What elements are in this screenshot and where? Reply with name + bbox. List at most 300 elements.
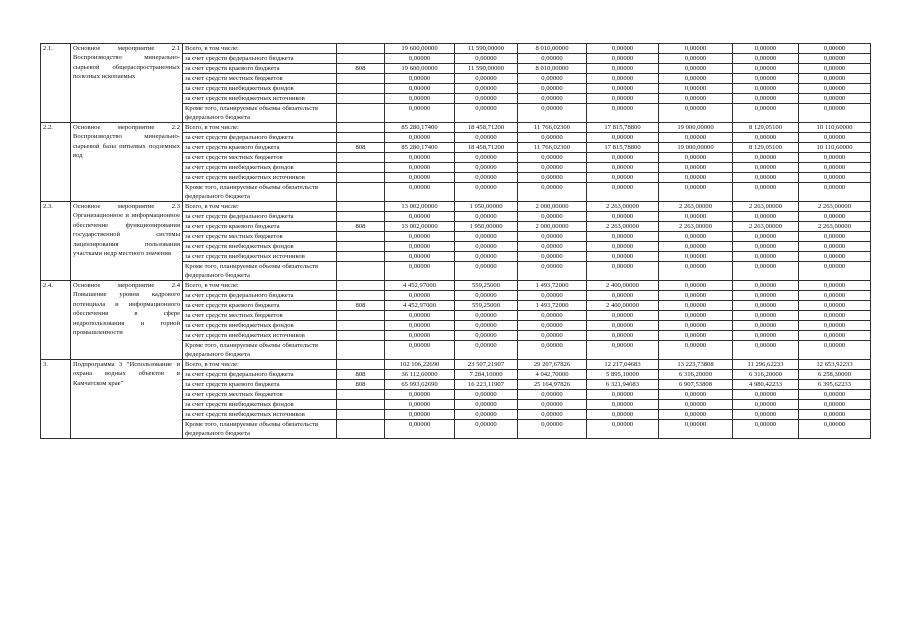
amount-cell: 0,00000 xyxy=(799,212,871,222)
amount-cell: 0,00000 xyxy=(385,331,455,341)
amount-cell: 0,00000 xyxy=(733,153,799,163)
table-row xyxy=(41,123,871,133)
amount-cell: 0,00000 xyxy=(455,242,518,252)
amount-cell: 0,00000 xyxy=(799,133,871,143)
amount-cell: 1 493,72000 xyxy=(518,281,587,291)
budget-code xyxy=(337,291,385,301)
amount-cell: 0,00000 xyxy=(385,311,455,321)
amount-cell: 0,00000 xyxy=(587,410,659,420)
budget-code xyxy=(337,321,385,331)
amount-cell: 65 993,62690 xyxy=(385,380,455,390)
amount-cell: 19 600,00000 xyxy=(385,44,455,54)
amount-cell: 0,00000 xyxy=(455,94,518,104)
activity-title: Основное мероприятие 2.1 Воспроизводство минерально-сырьевой общераспространенных полезных ископаемых xyxy=(71,44,183,123)
budget-code xyxy=(337,400,385,410)
amount-cell: 0,00000 xyxy=(518,94,587,104)
amount-cell: 0,00000 xyxy=(518,311,587,321)
amount-cell: 0,00000 xyxy=(799,173,871,183)
amount-cell: 0,00000 xyxy=(518,183,587,202)
amount-cell: 0,00000 xyxy=(587,252,659,262)
amount-cell: 0,00000 xyxy=(799,54,871,64)
amount-cell: 0,00000 xyxy=(733,400,799,410)
amount-cell: 6 316,20000 xyxy=(733,370,799,380)
budget-code xyxy=(337,84,385,94)
amount-cell: 23 507,21907 xyxy=(455,360,518,370)
activity-title: Основное мероприятие 2.3 Организационное и информационное обеспечение функционирования государственной системы лицензирования пользования участками недр местного значения xyxy=(71,202,183,281)
amount-cell: 2 263,00000 xyxy=(659,222,733,232)
amount-cell: 2 263,00000 xyxy=(733,202,799,212)
amount-cell: 0,00000 xyxy=(799,74,871,84)
budget-code xyxy=(337,173,385,183)
amount-cell: 0,00000 xyxy=(455,400,518,410)
amount-cell: 0,00000 xyxy=(518,400,587,410)
amount-cell: 0,00000 xyxy=(518,232,587,242)
amount-cell: 0,00000 xyxy=(587,232,659,242)
funding-source: за счет средств федерального бюджета xyxy=(183,370,337,380)
amount-cell: 2 400,00000 xyxy=(587,301,659,311)
amount-cell: 0,00000 xyxy=(587,64,659,74)
amount-cell: 5 895,10000 xyxy=(587,370,659,380)
funding-source: за счет средств внебюджетных источников xyxy=(183,252,337,262)
amount-cell: 0,00000 xyxy=(659,64,733,74)
budget-code xyxy=(337,123,385,133)
funding-source: за счет средств местных бюджетов xyxy=(183,311,337,321)
amount-cell: 0,00000 xyxy=(587,104,659,123)
amount-cell: 2 000,00000 xyxy=(518,222,587,232)
amount-cell: 1 950,00000 xyxy=(455,202,518,212)
amount-cell: 0,00000 xyxy=(733,133,799,143)
amount-cell: 0,00000 xyxy=(518,331,587,341)
section-number: 2.4. xyxy=(41,281,71,360)
funding-source: за счет средств федерального бюджета xyxy=(183,54,337,64)
amount-cell: 0,00000 xyxy=(518,242,587,252)
amount-cell: 0,00000 xyxy=(385,410,455,420)
budget-code xyxy=(337,202,385,212)
amount-cell: 29 207,67826 xyxy=(518,360,587,370)
amount-cell: 0,00000 xyxy=(587,44,659,54)
amount-cell: 0,00000 xyxy=(659,420,733,439)
budget-code xyxy=(337,104,385,123)
amount-cell: 0,00000 xyxy=(799,232,871,242)
amount-cell: 0,00000 xyxy=(659,163,733,173)
amount-cell: 0,00000 xyxy=(455,321,518,331)
amount-cell: 0,00000 xyxy=(659,74,733,84)
amount-cell: 0,00000 xyxy=(518,104,587,123)
amount-cell: 0,00000 xyxy=(733,281,799,291)
funding-source: Кроме того, планируемые объемы обязательств федерального бюджета xyxy=(183,420,337,439)
amount-cell: 10 110,60000 xyxy=(799,143,871,153)
amount-cell: 0,00000 xyxy=(733,74,799,84)
amount-cell: 11 296,62233 xyxy=(733,360,799,370)
amount-cell: 0,00000 xyxy=(385,94,455,104)
section-number: 2.2. xyxy=(41,123,71,202)
amount-cell: 0,00000 xyxy=(455,84,518,94)
budget-code xyxy=(337,94,385,104)
amount-cell: 8 129,05100 xyxy=(733,123,799,133)
amount-cell: 0,00000 xyxy=(587,291,659,301)
amount-cell: 19 000,00000 xyxy=(659,143,733,153)
amount-cell: 0,00000 xyxy=(659,390,733,400)
amount-cell: 0,00000 xyxy=(587,311,659,321)
amount-cell: 0,00000 xyxy=(518,84,587,94)
budget-code xyxy=(337,54,385,64)
amount-cell: 0,00000 xyxy=(799,183,871,202)
amount-cell: 0,00000 xyxy=(587,153,659,163)
funding-source: за счет средств местных бюджетов xyxy=(183,390,337,400)
amount-cell: 0,00000 xyxy=(799,291,871,301)
amount-cell: 0,00000 xyxy=(659,321,733,331)
amount-cell: 0,00000 xyxy=(587,420,659,439)
amount-cell: 11 590,00000 xyxy=(455,64,518,74)
amount-cell: 2 263,00000 xyxy=(587,222,659,232)
amount-cell: 0,00000 xyxy=(733,94,799,104)
amount-cell: 0,00000 xyxy=(587,163,659,173)
funding-source: за счет средств краевого бюджета xyxy=(183,301,337,311)
funding-source: за счет средств федерального бюджета xyxy=(183,212,337,222)
budget-code xyxy=(337,341,385,360)
amount-cell: 0,00000 xyxy=(733,321,799,331)
amount-cell: 0,00000 xyxy=(587,242,659,252)
budget-code xyxy=(337,44,385,54)
amount-cell: 0,00000 xyxy=(455,232,518,242)
amount-cell: 0,00000 xyxy=(733,64,799,74)
amount-cell: 4 042,70000 xyxy=(518,370,587,380)
budget-code xyxy=(337,183,385,202)
amount-cell: 0,00000 xyxy=(733,183,799,202)
amount-cell: 0,00000 xyxy=(799,64,871,74)
funding-source: Всего, в том числе: xyxy=(183,44,337,54)
amount-cell: 0,00000 xyxy=(659,54,733,64)
amount-cell: 0,00000 xyxy=(659,133,733,143)
amount-cell: 0,00000 xyxy=(659,291,733,301)
amount-cell: 4 452,97000 xyxy=(385,301,455,311)
funding-source: Кроме того, планируемые объемы обязательств федерального бюджета xyxy=(183,262,337,281)
amount-cell: 0,00000 xyxy=(385,341,455,360)
amount-cell: 2 263,00000 xyxy=(659,202,733,212)
amount-cell: 17 815,78800 xyxy=(587,123,659,133)
budget-table xyxy=(40,43,871,439)
funding-source: за счет средств внебюджетных источников xyxy=(183,94,337,104)
amount-cell: 0,00000 xyxy=(587,54,659,64)
amount-cell: 16 223,11907 xyxy=(455,380,518,390)
amount-cell: 0,00000 xyxy=(733,341,799,360)
amount-cell: 19 600,00000 xyxy=(385,64,455,74)
funding-source: Всего, в том числе: xyxy=(183,360,337,370)
amount-cell: 0,00000 xyxy=(385,104,455,123)
amount-cell: 0,00000 xyxy=(587,173,659,183)
amount-cell: 0,00000 xyxy=(385,173,455,183)
amount-cell: 0,00000 xyxy=(455,341,518,360)
amount-cell: 13 223,73808 xyxy=(659,360,733,370)
budget-code xyxy=(337,242,385,252)
amount-cell: 8 010,00000 xyxy=(518,64,587,74)
amount-cell: 8 010,00000 xyxy=(518,44,587,54)
funding-source: за счет средств внебюджетных источников xyxy=(183,331,337,341)
amount-cell: 0,00000 xyxy=(733,54,799,64)
amount-cell: 11 766,02300 xyxy=(518,143,587,153)
funding-source: за счет средств местных бюджетов xyxy=(183,153,337,163)
amount-cell: 0,00000 xyxy=(587,341,659,360)
amount-cell: 18 458,71200 xyxy=(455,143,518,153)
amount-cell: 0,00000 xyxy=(733,44,799,54)
budget-code xyxy=(337,153,385,163)
amount-cell: 19 000,00000 xyxy=(659,123,733,133)
amount-cell: 0,00000 xyxy=(385,242,455,252)
amount-cell: 0,00000 xyxy=(733,262,799,281)
amount-cell: 2 000,00000 xyxy=(518,202,587,212)
amount-cell: 0,00000 xyxy=(385,74,455,84)
amount-cell: 0,00000 xyxy=(659,242,733,252)
amount-cell: 0,00000 xyxy=(799,400,871,410)
amount-cell: 0,00000 xyxy=(518,341,587,360)
amount-cell: 0,00000 xyxy=(455,212,518,222)
amount-cell: 0,00000 xyxy=(799,331,871,341)
amount-cell: 11 590,00000 xyxy=(455,44,518,54)
budget-code: 808 xyxy=(337,380,385,390)
amount-cell: 0,00000 xyxy=(733,173,799,183)
budget-code xyxy=(337,262,385,281)
amount-cell: 0,00000 xyxy=(587,74,659,84)
funding-source: Кроме того, планируемые объемы обязательств федерального бюджета xyxy=(183,341,337,360)
amount-cell: 85 280,17400 xyxy=(385,123,455,133)
amount-cell: 18 458,71200 xyxy=(455,123,518,133)
amount-cell: 4 980,42233 xyxy=(733,380,799,390)
funding-source: Всего, в том числе: xyxy=(183,202,337,212)
amount-cell: 0,00000 xyxy=(659,281,733,291)
section-number: 2.1. xyxy=(41,44,71,123)
amount-cell: 0,00000 xyxy=(659,84,733,94)
amount-cell: 0,00000 xyxy=(799,252,871,262)
amount-cell: 6 316,20000 xyxy=(659,370,733,380)
activity-title: Основное мероприятие 2.4 Повышение уровня кадрового потенциала и информационного обеспечения в сфере недропользования и горной промышленности xyxy=(71,281,183,360)
amount-cell: 0,00000 xyxy=(518,74,587,84)
amount-cell: 0,00000 xyxy=(799,163,871,173)
amount-cell: 0,00000 xyxy=(455,291,518,301)
amount-cell: 2 263,00000 xyxy=(587,202,659,212)
amount-cell: 6 321,94683 xyxy=(587,380,659,390)
funding-source: за счет средств внебюджетных фондов xyxy=(183,400,337,410)
amount-cell: 0,00000 xyxy=(455,153,518,163)
amount-cell: 8 129,05100 xyxy=(733,143,799,153)
amount-cell: 0,00000 xyxy=(733,163,799,173)
amount-cell: 0,00000 xyxy=(518,173,587,183)
amount-cell: 6 395,62233 xyxy=(799,380,871,390)
amount-cell: 0,00000 xyxy=(385,133,455,143)
section-number: 3. xyxy=(41,360,71,439)
amount-cell: 2 400,00000 xyxy=(587,281,659,291)
budget-code xyxy=(337,232,385,242)
budget-code: 808 xyxy=(337,370,385,380)
amount-cell: 0,00000 xyxy=(587,400,659,410)
amount-cell: 0,00000 xyxy=(518,420,587,439)
amount-cell: 0,00000 xyxy=(799,44,871,54)
amount-cell: 0,00000 xyxy=(518,133,587,143)
funding-source: за счет средств внебюджетных источников xyxy=(183,173,337,183)
amount-cell: 0,00000 xyxy=(587,390,659,400)
amount-cell: 0,00000 xyxy=(733,291,799,301)
amount-cell: 0,00000 xyxy=(799,420,871,439)
amount-cell: 0,00000 xyxy=(659,311,733,321)
amount-cell: 0,00000 xyxy=(733,232,799,242)
amount-cell: 0,00000 xyxy=(455,262,518,281)
amount-cell: 0,00000 xyxy=(518,410,587,420)
amount-cell: 0,00000 xyxy=(659,400,733,410)
funding-source: за счет средств внебюджетных источников xyxy=(183,410,337,420)
amount-cell: 0,00000 xyxy=(385,84,455,94)
amount-cell: 0,00000 xyxy=(659,183,733,202)
amount-cell: 0,00000 xyxy=(799,301,871,311)
amount-cell: 0,00000 xyxy=(455,311,518,321)
funding-source: за счет средств внебюджетных фондов xyxy=(183,321,337,331)
amount-cell: 0,00000 xyxy=(455,390,518,400)
amount-cell: 0,00000 xyxy=(455,252,518,262)
budget-code: 808 xyxy=(337,222,385,232)
amount-cell: 2 263,00000 xyxy=(733,222,799,232)
amount-cell: 0,00000 xyxy=(587,84,659,94)
amount-cell: 0,00000 xyxy=(799,321,871,331)
budget-code: 808 xyxy=(337,301,385,311)
amount-cell: 0,00000 xyxy=(799,94,871,104)
amount-cell: 0,00000 xyxy=(799,341,871,360)
budget-code xyxy=(337,281,385,291)
budget-code xyxy=(337,74,385,84)
amount-cell: 0,00000 xyxy=(733,331,799,341)
amount-cell: 36 112,60000 xyxy=(385,370,455,380)
amount-cell: 0,00000 xyxy=(799,153,871,163)
amount-cell: 0,00000 xyxy=(455,420,518,439)
amount-cell: 559,25000 xyxy=(455,301,518,311)
amount-cell: 0,00000 xyxy=(385,390,455,400)
amount-cell: 0,00000 xyxy=(455,104,518,123)
amount-cell: 0,00000 xyxy=(455,74,518,84)
amount-cell: 0,00000 xyxy=(799,104,871,123)
amount-cell: 0,00000 xyxy=(659,44,733,54)
budget-code xyxy=(337,133,385,143)
amount-cell: 4 452,97000 xyxy=(385,281,455,291)
funding-source: Кроме того, планируемые объемы обязательств федерального бюджета xyxy=(183,183,337,202)
budget-code xyxy=(337,390,385,400)
amount-cell: 0,00000 xyxy=(385,232,455,242)
amount-cell: 0,00000 xyxy=(385,291,455,301)
amount-cell: 0,00000 xyxy=(587,183,659,202)
amount-cell: 0,00000 xyxy=(385,321,455,331)
funding-source: Кроме того, планируемые объемы обязательств федерального бюджета xyxy=(183,104,337,123)
amount-cell: 13 002,00000 xyxy=(385,202,455,212)
amount-cell: 0,00000 xyxy=(799,262,871,281)
budget-code xyxy=(337,311,385,321)
amount-cell: 0,00000 xyxy=(659,341,733,360)
amount-cell: 0,00000 xyxy=(733,84,799,94)
amount-cell: 6 907,53808 xyxy=(659,380,733,390)
amount-cell: 0,00000 xyxy=(518,390,587,400)
funding-source: за счет средств внебюджетных фондов xyxy=(183,242,337,252)
funding-source: за счет средств краевого бюджета xyxy=(183,380,337,390)
section-number: 2.3. xyxy=(41,202,71,281)
amount-cell: 559,25000 xyxy=(455,281,518,291)
amount-cell: 0,00000 xyxy=(733,390,799,400)
funding-source: за счет средств федерального бюджета xyxy=(183,291,337,301)
amount-cell: 0,00000 xyxy=(799,242,871,252)
amount-cell: 1 493,72000 xyxy=(518,301,587,311)
amount-cell: 0,00000 xyxy=(587,133,659,143)
amount-cell: 7 284,10000 xyxy=(455,370,518,380)
amount-cell: 0,00000 xyxy=(733,301,799,311)
budget-code xyxy=(337,163,385,173)
amount-cell: 0,00000 xyxy=(733,252,799,262)
amount-cell: 0,00000 xyxy=(385,153,455,163)
budget-code xyxy=(337,252,385,262)
amount-cell: 0,00000 xyxy=(799,311,871,321)
amount-cell: 0,00000 xyxy=(587,94,659,104)
amount-cell: 0,00000 xyxy=(518,252,587,262)
amount-cell: 0,00000 xyxy=(385,212,455,222)
amount-cell: 0,00000 xyxy=(385,400,455,410)
funding-source: за счет средств краевого бюджета xyxy=(183,143,337,153)
amount-cell: 0,00000 xyxy=(455,133,518,143)
amount-cell: 0,00000 xyxy=(799,390,871,400)
amount-cell: 0,00000 xyxy=(659,94,733,104)
amount-cell: 12 653,92233 xyxy=(799,360,871,370)
amount-cell: 0,00000 xyxy=(799,410,871,420)
budget-code xyxy=(337,331,385,341)
amount-cell: 0,00000 xyxy=(659,301,733,311)
amount-cell: 0,00000 xyxy=(733,311,799,321)
amount-cell: 0,00000 xyxy=(455,163,518,173)
budget-code xyxy=(337,360,385,370)
amount-cell: 0,00000 xyxy=(455,173,518,183)
amount-cell: 0,00000 xyxy=(659,232,733,242)
amount-cell: 0,00000 xyxy=(455,54,518,64)
amount-cell: 0,00000 xyxy=(799,281,871,291)
funding-source: за счет средств краевого бюджета xyxy=(183,64,337,74)
funding-source: за счет средств внебюджетных фондов xyxy=(183,163,337,173)
table-row xyxy=(41,202,871,212)
amount-cell: 0,00000 xyxy=(455,410,518,420)
amount-cell: 0,00000 xyxy=(659,153,733,163)
amount-cell: 0,00000 xyxy=(659,331,733,341)
amount-cell: 0,00000 xyxy=(659,252,733,262)
amount-cell: 0,00000 xyxy=(455,331,518,341)
funding-source: за счет средств внебюджетных фондов xyxy=(183,84,337,94)
amount-cell: 0,00000 xyxy=(733,104,799,123)
budget-code: 808 xyxy=(337,64,385,74)
activity-title: Подпрограмма 3 "Использование и охрана водных объектов в Камчатском крае" xyxy=(71,360,183,439)
amount-cell: 12 217,04683 xyxy=(587,360,659,370)
amount-cell: 6 258,30000 xyxy=(799,370,871,380)
amount-cell: 85 280,17400 xyxy=(385,143,455,153)
amount-cell: 0,00000 xyxy=(659,104,733,123)
amount-cell: 0,00000 xyxy=(587,262,659,281)
amount-cell: 2 263,00000 xyxy=(799,202,871,212)
amount-cell: 0,00000 xyxy=(587,212,659,222)
amount-cell: 1 950,00000 xyxy=(455,222,518,232)
amount-cell: 0,00000 xyxy=(518,321,587,331)
funding-source: за счет средств краевого бюджета xyxy=(183,222,337,232)
amount-cell: 0,00000 xyxy=(733,420,799,439)
amount-cell: 0,00000 xyxy=(385,420,455,439)
amount-cell: 0,00000 xyxy=(733,410,799,420)
amount-cell: 0,00000 xyxy=(518,163,587,173)
amount-cell: 11 766,02300 xyxy=(518,123,587,133)
amount-cell: 25 164,97826 xyxy=(518,380,587,390)
amount-cell: 10 110,60000 xyxy=(799,123,871,133)
budget-code xyxy=(337,420,385,439)
funding-source: за счет средств местных бюджетов xyxy=(183,74,337,84)
amount-cell: 0,00000 xyxy=(518,153,587,163)
funding-source: за счет средств местных бюджетов xyxy=(183,232,337,242)
funding-source: Всего, в том числе: xyxy=(183,281,337,291)
amount-cell: 0,00000 xyxy=(659,410,733,420)
